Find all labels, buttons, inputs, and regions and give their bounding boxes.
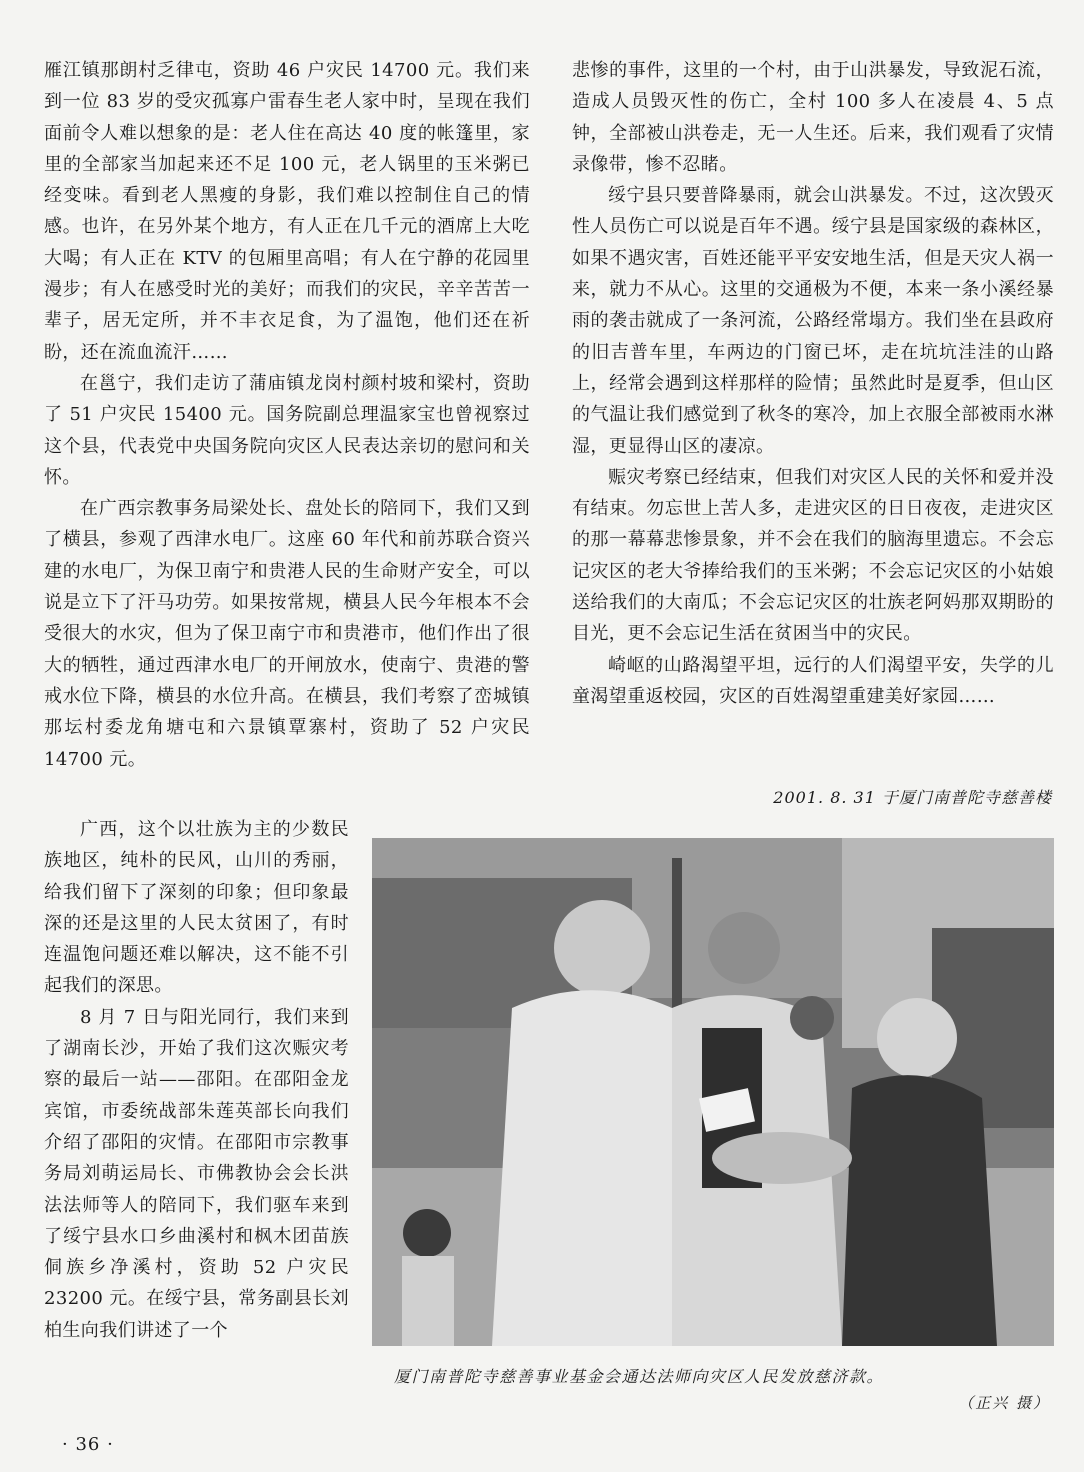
paragraph: 悲惨的事件，这里的一个村，由于山洪暴发，导致泥石流，造成人员毁灭性的伤亡，全村 100 多人在凌晨 4、5 点钟，全部被山洪卷走，无一人生还。后来，我们观看了灾情录像带，惨不忍睹。 (572, 60, 1054, 175)
paragraph: 广西，这个以壮族为主的少数民族地区，纯朴的民风，山川的秀丽，给我们留下了深刻的印象；但印象最深的还是这里的人民太贫困了，有时连温饱问题还难以解决，这不能不引起我们的深思。 (44, 819, 349, 997)
paragraph: 绥宁县只要普降暴雨，就会山洪暴发。不过，这次毁灭性人员伤亡可以说是百年不遇。绥宁县是国家级的森林区，如果不遇灾害，百姓还能平平安安地生活，但是天灾人祸一来，就力不从心。这里的交通极为不便，本来一条小溪经暴雨的袭击就成了一条河流，公路经常塌方。我们坐在县政府的旧吉普车里，车两边的门窗已坏，走在坑坑洼洼的山路上，经常会遇到这样那样的险情；虽然此时是夏季，但山区的气温让我们感觉到了秋冬的寒冷，加上衣服全部被雨水淋湿，更显得山区的凄凉。 (572, 185, 1054, 457)
article-signature: 2001. 8. 31 于厦门南普陀寺慈善楼 (773, 788, 1052, 807)
paragraph: 雁江镇那朗村乏律屯，资助 46 户灾民 14700 元。我们来到一位 83 岁的受灾孤寡户雷春生老人家中时，呈现在我们面前令人难以想象的是：老人住在高达 40 度的帐篷里，家里的全部家当加起来还不足 100 元，老人锅里的玉米粥已经变味。看到老人黑瘦的身影，我们难以控制住自己的情感。也许，在另外某个地方，有人正在几千元的酒席上大吃大喝；有人正在 KTV 的包厢里高唱；有人在宁静的花园里漫步；有人在感受时光的美好；而我们的灾民，辛辛苦苦一辈子，居无定所，并不丰衣足食，为了温饱，他们还在祈盼，还在流血流汗…… (44, 60, 530, 363)
paragraph: 崎岖的山路渴望平坦，远行的人们渴望平安，失学的儿童渴望重返校园，灾区的百姓渴望重建美好家园…… (572, 654, 1054, 707)
paragraph: 在广西宗教事务局梁处长、盘处长的陪同下，我们又到了横县，参观了西津水电厂。这座 60 年代和前苏联合资兴建的水电厂，为保卫南宁和贵港人民的生命财产安全，可以说是立下了汗马功劳。如果按常规，横县人民今年根本不会受很大的水灾，但为了保卫南宁市和贵港市，他们作出了很大的牺牲，通过西津水电厂的开闸放水，使南宁、贵港的警戒水位下降，横县的水位升高。在横县，我们考察了峦城镇那坛村委龙角塘屯和六景镇覃寨村，资助了 52 户灾民 14700 元。 (44, 498, 530, 770)
photo-credit: （正兴 摄） (958, 1394, 1050, 1412)
paragraph: 8 月 7 日与阳光同行，我们来到了湖南长沙，开始了我们这次赈灾考察的最后一站——邵阳。在邵阳金龙宾馆，市委统战部朱莲英部长向我们介绍了邵阳的灾情。在邵阳市宗教事务局刘萌运局长、市佛教协会会长洪法法师等人的陪同下，我们驱车来到了绥宁县水口乡曲溪村和枫木团苗族侗族乡净溪村，资助 52 户灾民 23200 元。在绥宁县，常务副县长刘柏生向我们讲述了一个 (44, 1006, 349, 1341)
news-photo (372, 838, 1054, 1346)
photo-illustration (372, 838, 1054, 1346)
paragraph: 赈灾考察已经结束，但我们对灾区人民的关怀和爱并没有结束。勿忘世上苦人多，走进灾区的日日夜夜，走进灾区的那一幕幕悲惨景象，并不会在我们的脑海里遗忘。不会忘记灾区的老大爷捧给我们的玉米粥；不会忘记灾区的小姑娘送给我们的大南瓜；不会忘记灾区的壮族老阿妈那双期盼的目光，更不会忘记生活在贫困当中的灾民。 (572, 466, 1054, 645)
left-column-top (44, 55, 530, 775)
right-column (572, 55, 1054, 712)
page-number: · 36 · (62, 1434, 114, 1455)
photo-caption: 厦门南普陀寺慈善事业基金会通达法师向灾区人民发放慈济款。 (394, 1367, 885, 1386)
left-column-bottom (44, 814, 349, 1346)
paragraph: 在邕宁，我们走访了蒲庙镇龙岗村颜村坡和梁村，资助了 51 户灾民 15400 元。国务院副总理温家宝也曾视察过这个县，代表党中央国务院向灾区人民表达亲切的慰问和关怀。 (44, 372, 530, 488)
